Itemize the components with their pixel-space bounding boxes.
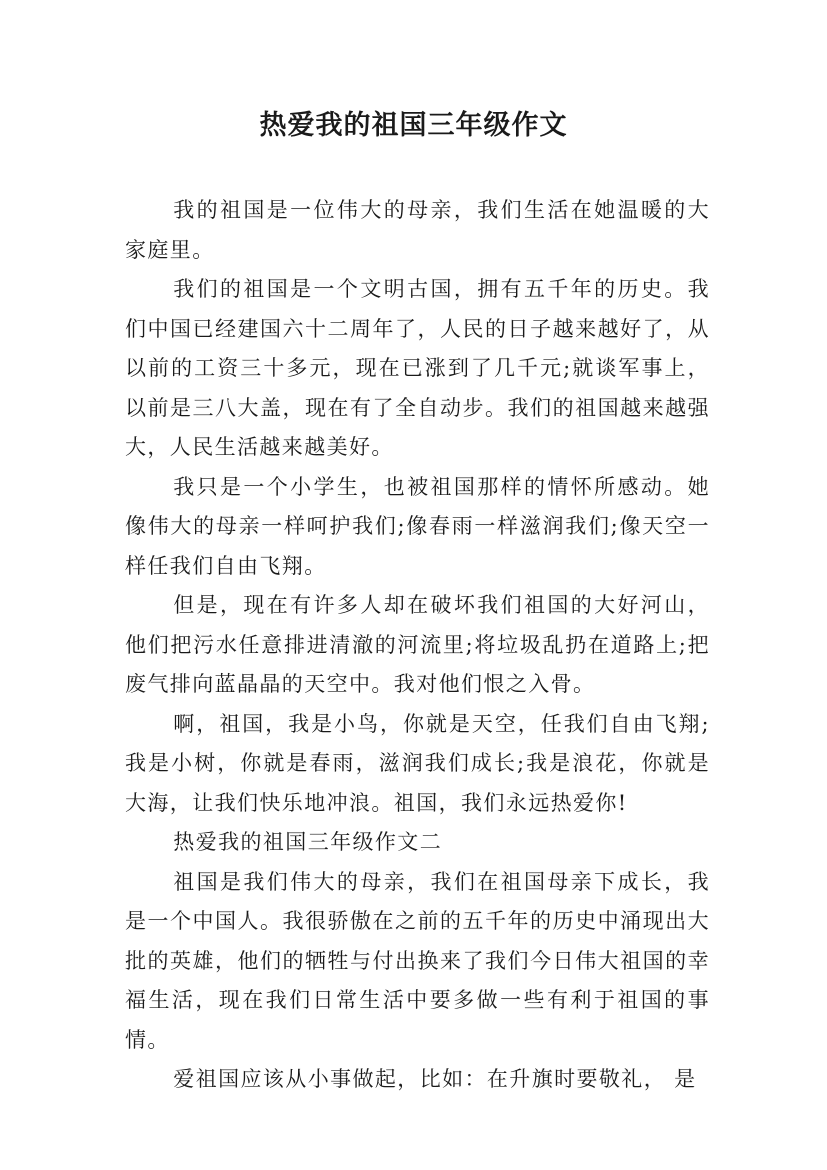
paragraph: 爱祖国应该从小事做起，比如：在升旗时要敬礼， 是	[173, 1067, 697, 1091]
paragraph: 我只是一个小学生，也被祖国那样的情怀所感动。她像伟大的母亲一样呵护我们;像春雨一样滋润我们;像天空一样任我们自由飞翔。	[125, 474, 710, 578]
paragraph: 啊，祖国，我是小鸟，你就是天空，任我们自由飞翔;我是小树，你就是春雨，滋润我们成长;我是浪花，你就是大海，让我们快乐地冲浪。祖国，我们永远热爱你!	[125, 711, 710, 815]
section-heading: 热爱我的祖国三年级作文二	[173, 830, 443, 854]
paragraph: 但是，现在有许多人却在破坏我们祖国的大好河山，他们把污水任意排进清澈的河流里;将垃圾乱扔在道路上;把废气排向蓝晶晶的天空中。我对他们恨之入骨。	[125, 593, 710, 696]
paragraph: 祖国是我们伟大的母亲，我们在祖国母亲下成长，我是一个中国人。我很骄傲在之前的五千年的历史中涌现出大批的英雄，他们的牺牲与付出换来了我们今日伟大祖国的幸福生活，现在我们日常生活中要多做一些有利于祖国的事情。	[125, 869, 710, 1052]
paragraph: 我的祖国是一位伟大的母亲，我们生活在她温暖的大家庭里。	[125, 198, 710, 262]
document-body	[125, 191, 710, 1100]
document-title: 热爱我的祖国三年级作文	[259, 110, 568, 141]
paragraph: 我们的祖国是一个文明古国，拥有五千年的历史。我们中国已经建国六十二周年了，人民的日子越来越好了，从以前的工资三十多元，现在已涨到了几千元;就谈军事上，以前是三八大盖，现在有了全自动步。我们的祖国越来越强大，人民生活越来越美好。	[125, 277, 710, 459]
